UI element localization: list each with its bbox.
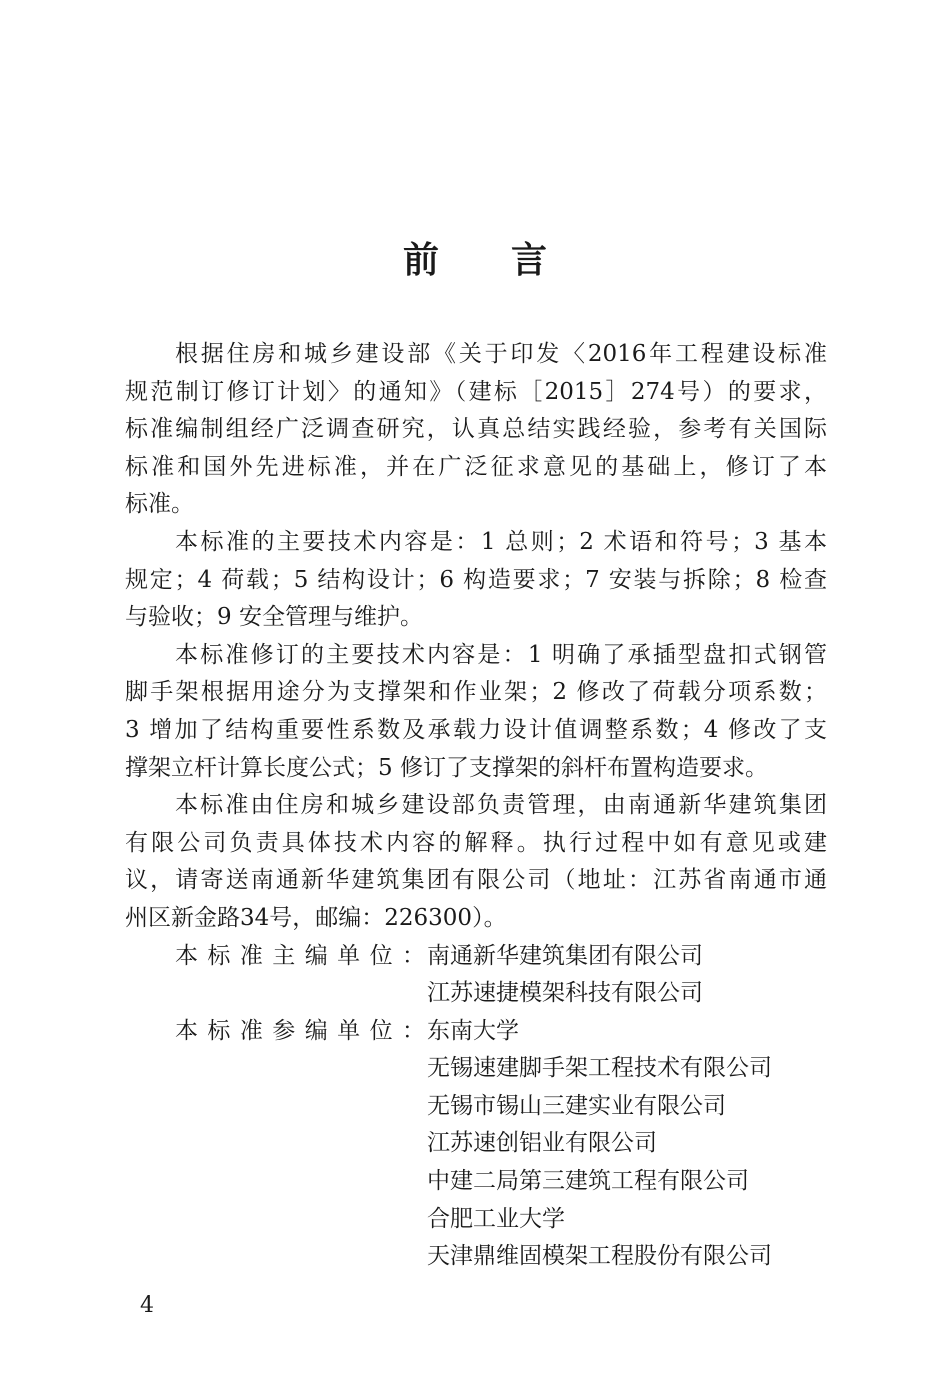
- paragraph-line: 本标准由住房和城乡建设部负责管理，由南通新华建筑集团: [175, 792, 827, 819]
- unit-name: 无锡市锡山三建实业有限公司: [427, 1092, 726, 1119]
- paragraph-3: [125, 637, 827, 787]
- heading-char-2: 言: [511, 239, 548, 281]
- paragraph-line: 根据住房和城乡建设部《关于印发〈2016年工程建设标准: [175, 341, 827, 367]
- unit-name: 南通新华建筑集团有限公司: [427, 942, 703, 969]
- unit-name: 东南大学: [427, 1017, 519, 1044]
- paragraph-line: 标准。: [125, 491, 194, 518]
- participating-units-row: [125, 1125, 827, 1163]
- participating-units-row: [125, 1050, 827, 1088]
- heading-char-1: 前: [402, 239, 439, 281]
- unit-name: 合肥工业大学: [427, 1205, 565, 1232]
- paragraph-line: 本标准的主要技术内容是：1 总则；2 术语和符号；3 基本: [175, 528, 827, 555]
- paragraph-line: 撑架立杆计算长度公式；5 修订了支撑架的斜杆布置构造要求。: [125, 754, 768, 781]
- paragraph-2: [125, 524, 827, 637]
- unit-name: 天津鼎维固模架工程股份有限公司: [427, 1243, 772, 1270]
- paragraph-line: 议，请寄送南通新华建筑集团有限公司（地址：江苏省南通市通: [125, 867, 827, 894]
- paragraph-line: 标准编制组经广泛调查研究，认真总结实践经验，参考有关国际: [125, 416, 827, 443]
- chief-units-row: [125, 938, 827, 976]
- chief-units-block: [125, 938, 827, 1013]
- paragraph-line: 标准和国外先进标准，并在广泛征求意见的基础上，修订了本: [125, 453, 827, 480]
- page-number: 4: [140, 1293, 154, 1318]
- paragraph-line: 3 增加了结构重要性系数及承载力设计值调整系数；4 修改了支: [125, 716, 827, 743]
- paragraph-line: 脚手架根据用途分为支撑架和作业架；2 修改了荷载分项系数；: [125, 679, 827, 706]
- participating-units-row: [125, 1201, 827, 1239]
- paragraph-line: 本标准修订的主要技术内容是：1 明确了承插型盘扣式钢管: [175, 641, 827, 668]
- paragraph-line: 有限公司负责具体技术内容的解释。执行过程中如有意见或建: [125, 829, 827, 856]
- preface-heading: [0, 236, 950, 284]
- unit-name: 江苏速创铝业有限公司: [427, 1130, 657, 1157]
- paragraph-line: 与验收；9 安全管理与维护。: [125, 604, 423, 631]
- participating-units-block: [125, 1013, 827, 1276]
- unit-name: 江苏速捷模架科技有限公司: [427, 980, 703, 1007]
- paragraph-line: 州区新金路34号，邮编：226300）。: [125, 904, 507, 931]
- chief-units-label: 本标准主编单位：: [175, 942, 425, 969]
- paragraph-line: 规范制订修订计划〉的通知》（建标［2015］274号）的要求，: [125, 378, 827, 405]
- participating-units-row: [125, 1238, 827, 1276]
- unit-name: 无锡速建脚手架工程技术有限公司: [427, 1055, 772, 1082]
- participating-units-label: 本标准参编单位：: [175, 1017, 425, 1044]
- participating-units-row: [125, 1163, 827, 1201]
- unit-name: 中建二局第三建筑工程有限公司: [427, 1168, 749, 1195]
- paragraph-1: [125, 336, 827, 524]
- participating-units-row: [125, 1088, 827, 1126]
- paragraph-line: 规定；4 荷载；5 结构设计；6 构造要求；7 安装与拆除；8 检查: [125, 566, 827, 593]
- chief-units-row: [125, 975, 827, 1013]
- preface-body: [125, 336, 827, 1276]
- participating-units-row: [125, 1013, 827, 1051]
- paragraph-4: [125, 787, 827, 937]
